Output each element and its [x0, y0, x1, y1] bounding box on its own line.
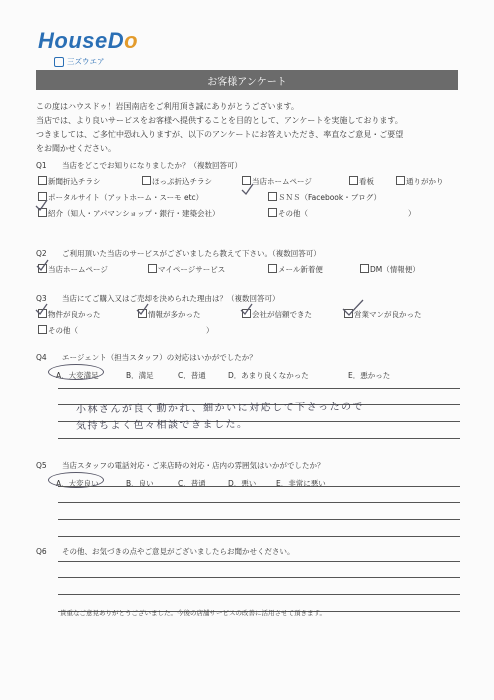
checkbox[interactable]: [268, 208, 277, 217]
handwritten-answer-line: 小林さんが良く動かれ、細かいに対応して下さったので: [75, 401, 365, 416]
question-text: 当店にてご購入又はご売却を決められた理由は？（複数回答可）: [62, 294, 280, 303]
option-label: その他（: [278, 209, 308, 218]
question-text: 当店スタッフの電話対応・ご来店時の対応・店内の雰囲気はいかがでしたか？: [62, 461, 325, 470]
checkmark-icon: [35, 259, 49, 273]
checkbox[interactable]: [360, 264, 369, 273]
question-number: Q4: [36, 353, 47, 362]
option-label: マイページサービス: [158, 265, 226, 274]
checkbox[interactable]: [349, 176, 358, 185]
checkbox[interactable]: [148, 264, 157, 273]
checkmark-icon: [34, 303, 48, 317]
question-text: エージェント（担当スタッフ）の対応はいかがでしたか？: [62, 353, 257, 362]
logo-subtitle-text: 三ズウエア: [67, 57, 105, 66]
rating-option[interactable]: D．悪い: [228, 479, 257, 488]
option-label: 看板: [359, 177, 374, 186]
logo-text-b: o: [124, 28, 139, 53]
option-label: 当店ホームページ: [48, 265, 108, 274]
question-6: [36, 546, 462, 558]
company-logo: [38, 28, 138, 67]
logo-wordmark: [38, 28, 138, 54]
rating-option[interactable]: A．大変良い: [56, 479, 99, 488]
form-title: お客様アンケート: [36, 70, 458, 90]
option-label: 営業マンが良かった: [354, 310, 422, 319]
checkbox[interactable]: [142, 176, 151, 185]
option-label: ＳＮＳ（Facebook・ブログ）: [278, 193, 381, 202]
option-label: 物件が良かった: [48, 310, 101, 319]
rating-option[interactable]: E．悪かった: [348, 371, 391, 380]
intro-line: をお聞かせください。: [36, 144, 116, 153]
checkmark-icon: [341, 299, 365, 317]
option-label: 新聞折込チラシ: [48, 177, 101, 186]
question-number: Q3: [36, 294, 47, 303]
option-label: 情報が多かった: [148, 310, 201, 319]
question-number: Q1: [36, 161, 47, 170]
checkmark-icon: [135, 303, 149, 317]
rating-option[interactable]: E．非常に悪い: [276, 479, 326, 488]
checkbox[interactable]: [38, 176, 47, 185]
option-label: その他（: [48, 326, 78, 335]
option-label: ほっぷ折込チラシ: [152, 177, 212, 186]
handwritten-answer-line: 気持ちよく色々相談できました。: [75, 419, 249, 432]
option-label: ポータルサイト（アットホーム・スーモ etc）: [48, 193, 204, 202]
question-text: 当店をどこでお知りになりましたか？（複数回答可）: [62, 161, 242, 170]
option-label: ）: [206, 326, 214, 335]
option-label: 紹介（知人・アパマンショップ・銀行・建築会社）: [48, 209, 220, 218]
logo-subtitle: [54, 56, 138, 67]
checkmark-icon: [34, 199, 48, 213]
option-label: 通りがかり: [406, 177, 444, 186]
rating-option[interactable]: C．普通: [178, 371, 206, 380]
option-label: メール新着便: [278, 265, 323, 274]
question-number: Q6: [36, 547, 47, 556]
question-2: [36, 248, 462, 278]
checkmark-icon: [240, 183, 254, 197]
answer-box-q6[interactable]: [58, 561, 460, 612]
rating-option[interactable]: A．大変満足: [56, 371, 99, 380]
option-label: 会社が信頼できた: [252, 310, 312, 319]
question-number: Q5: [36, 461, 47, 470]
checkbox[interactable]: [268, 264, 277, 273]
rating-option[interactable]: C．普通: [178, 479, 206, 488]
checkmark-icon: [239, 303, 253, 317]
intro-line: この度はハウスドゥ！岩国南店をご利用頂き誠にありがとうございます。: [36, 102, 299, 111]
checkbox[interactable]: [396, 176, 405, 185]
thank-you-note: 貴重なご意見ありがとうございました。今後の店舗サービスの改善に活用させて頂きます。: [60, 609, 326, 617]
rating-option[interactable]: D．あまり良くなかった: [228, 371, 309, 380]
checkbox[interactable]: [38, 325, 47, 334]
checkbox[interactable]: [268, 192, 277, 201]
question-number: Q2: [36, 249, 47, 258]
option-label: 当店ホームページ: [252, 177, 312, 186]
answer-box-q5[interactable]: [58, 486, 460, 537]
logo-text-a: HouseD: [38, 28, 125, 53]
intro-line: 当店では、より良いサービスをお客様へ提供することを目的として、アンケートを実施しております。: [36, 116, 403, 125]
intro-line: つきましては、ご多忙中恐れ入りますが、以下のアンケートにお答えいただき、率直なご意見・ご要望: [36, 130, 404, 139]
selection-circle: [48, 364, 104, 380]
option-label: DM（情報便）: [370, 265, 420, 274]
question-text: その他、お気づきの点やご意見がございましたらお聞かせください。: [62, 547, 295, 556]
logo-mark-icon: [54, 57, 64, 67]
question-text: ご利用頂いた当店のサービスがございましたら教えて下さい。（複数回答可）: [62, 249, 321, 258]
rating-option[interactable]: B．満足: [126, 371, 154, 380]
intro-text: [36, 100, 458, 156]
rating-option[interactable]: B．良い: [126, 479, 154, 488]
option-label: ）: [408, 209, 416, 218]
